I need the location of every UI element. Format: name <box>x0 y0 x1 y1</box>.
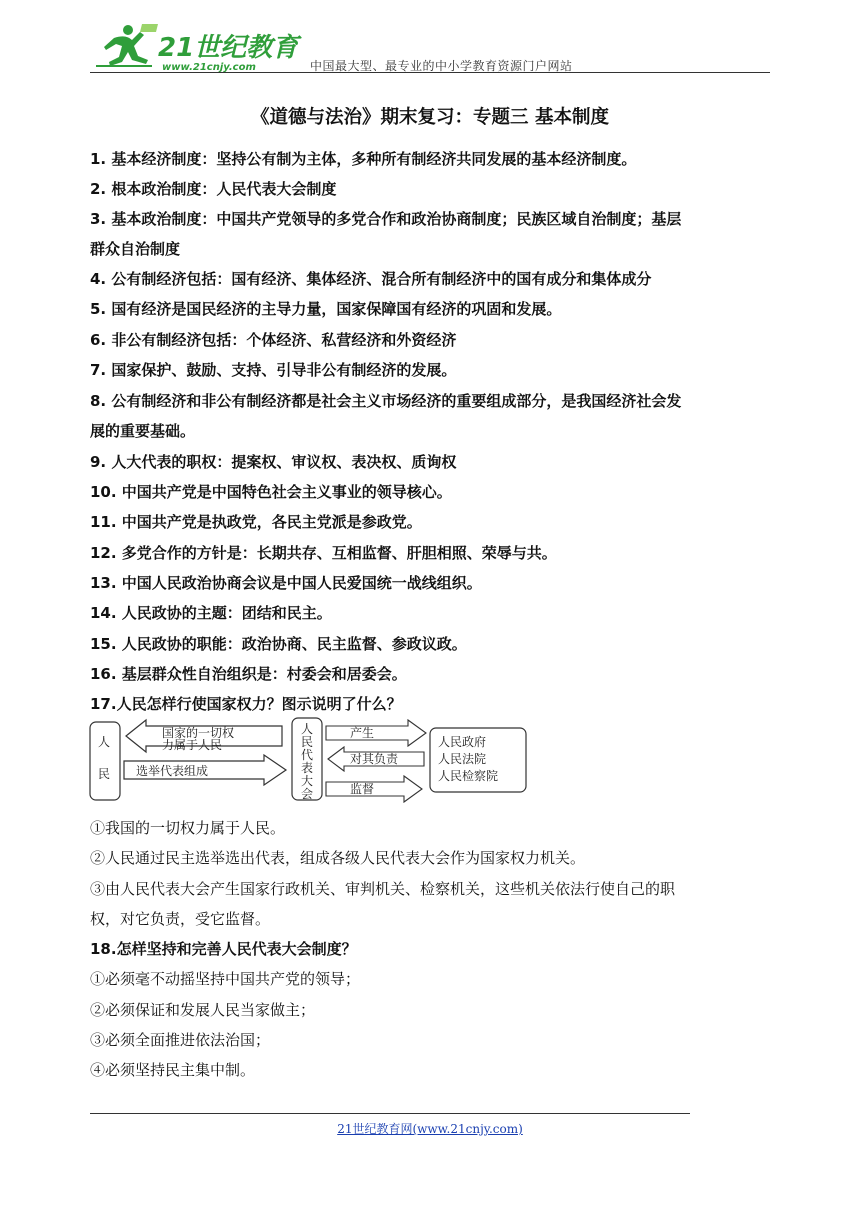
svg-text:表: 表 <box>301 761 314 775</box>
svg-text:代: 代 <box>301 748 314 762</box>
question-17: 17.人民怎样行使国家权力？图示说明了什么？ <box>90 695 402 713</box>
list-item: 1. 基本经济制度：坚持公有制为主体，多种所有制经济共同发展的基本经济制度。 <box>90 150 637 168</box>
list-item: 8. 公有制经济和非公有制经济都是社会主义市场经济的重要组成部分，是我国经济社会发 <box>90 392 682 410</box>
list-item: 13. 中国人民政治协商会议是中国人民爱国统一战线组织。 <box>90 574 482 592</box>
elect-arrow-label: 选举代表组成 <box>136 764 209 778</box>
runner-icon <box>96 24 158 66</box>
list-item: 7. 国家保护、鼓励、支持、引导非公有制经济的发展。 <box>90 361 457 379</box>
answer-17-3: ③由人民代表大会产生国家行政机关、审判机关、检察机关，这些机关依法行使自己的职 <box>90 880 676 898</box>
page-title: 《道德与法治》期末复习：专题三 基本制度 <box>251 107 609 128</box>
svg-text:大: 大 <box>301 774 314 788</box>
people-label-1: 人 <box>98 735 111 749</box>
list-item: 12. 多党合作的方针是：长期共存、互相监督、肝胆相照、荣辱与共。 <box>90 544 557 562</box>
list-item: 16. 基层群众性自治组织是：村委会和居委会。 <box>90 665 407 683</box>
site-logo[interactable] <box>92 22 302 74</box>
list-item: 15. 人民政协的职能：政治协商、民主监督、参政议政。 <box>90 635 467 653</box>
organ-procuratorate: 人民检察院 <box>438 769 499 783</box>
answer-18-4: ④必须坚持民主集中制。 <box>90 1061 256 1079</box>
list-item: 2. 根本政治制度：人民代表大会制度 <box>90 180 337 198</box>
people-label-2: 民 <box>98 767 111 781</box>
footer-link[interactable]: 21世纪教育网(www.21cnjy.com) <box>337 1122 523 1136</box>
svg-text:人: 人 <box>301 722 314 736</box>
svg-text:民: 民 <box>301 735 314 749</box>
footer-divider <box>90 1113 690 1114</box>
people-box <box>90 722 120 800</box>
organ-court: 人民法院 <box>438 752 487 766</box>
list-item: 群众自治制度 <box>90 240 181 258</box>
supervise-label: 监督 <box>350 782 375 796</box>
power-arrow-line2: 力属于人民 <box>162 738 223 752</box>
logo-text: 21世纪教育 <box>158 33 299 63</box>
question-18: 18.怎样坚持和完善人民代表大会制度？ <box>90 940 357 958</box>
list-item: 6. 非公有制经济包括：个体经济、私营经济和外资经济 <box>90 331 457 349</box>
answer-18-3: ③必须全面推进依法治国； <box>90 1031 271 1049</box>
list-item: 4. 公有制经济包括：国有经济、集体经济、混合所有制经济中的国有成分和集体成分 <box>90 270 652 288</box>
answer-17-2: ②人民通过民主选举选出代表，组成各级人民代表大会作为国家权力机关。 <box>90 849 586 867</box>
power-arrow-line1: 国家的一切权 <box>162 726 235 740</box>
answer-17-1: ①我国的一切权力属于人民。 <box>90 819 286 837</box>
logo-url: www.21cnjy.com <box>162 62 256 73</box>
responsible-label: 对其负责 <box>350 752 399 766</box>
list-item: 5. 国有经济是国民经济的主导力量，国家保障国有经济的巩固和发展。 <box>90 300 562 318</box>
answer-18-1: ①必须毫不动摇坚持中国共产党的领导； <box>90 970 361 988</box>
list-item: 展的重要基础。 <box>90 422 196 440</box>
header-divider <box>90 72 770 73</box>
produce-arrow <box>326 720 426 746</box>
answer-17-3-cont: 权，对它负责，受它监督。 <box>90 910 271 928</box>
list-item: 11. 中国共产党是执政党，各民主党派是参政党。 <box>90 513 422 531</box>
list-item: 14. 人民政协的主题：团结和民主。 <box>90 604 332 622</box>
header-slogan: 中国最大型、最专业的中小学教育资源门户网站 <box>310 59 573 73</box>
svg-text:会: 会 <box>301 787 314 801</box>
list-item: 10. 中国共产党是中国特色社会主义事业的领导核心。 <box>90 483 452 501</box>
produce-label: 产生 <box>350 726 375 740</box>
answer-18-2: ②必须保证和发展人民当家做主； <box>90 1001 316 1019</box>
power-structure-diagram <box>88 716 530 804</box>
list-item: 9. 人大代表的职权：提案权、审议权、表决权、质询权 <box>90 453 457 471</box>
list-item: 3. 基本政治制度：中国共产党领导的多党合作和政治协商制度；民族区域自治制度；基层 <box>90 210 682 228</box>
organ-government: 人民政府 <box>438 735 487 749</box>
